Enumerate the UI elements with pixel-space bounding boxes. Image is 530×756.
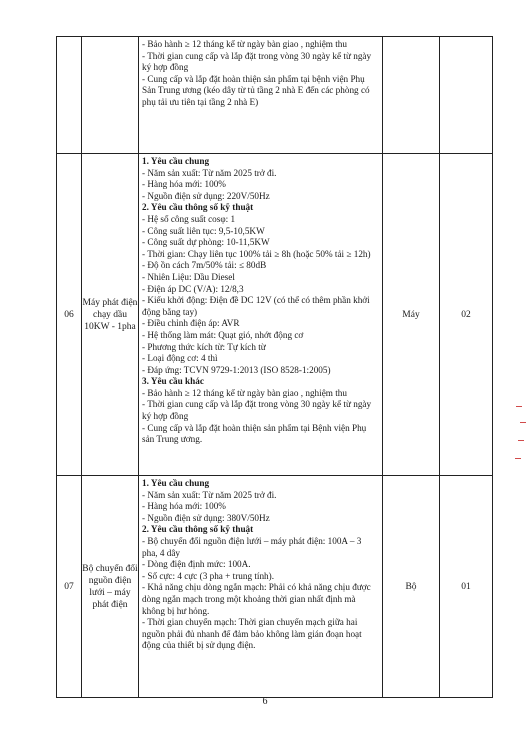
table-row — [57, 37, 493, 154]
requirement-line: - Năm sản xuất: Từ năm 2025 trở đi. — [142, 489, 277, 500]
item-requirements — [139, 154, 383, 476]
requirement-line: - Nguồn điện sử dụng: 380V/50Hz — [142, 512, 270, 523]
section-heading: 2. Yêu cầu thông số kỹ thuật — [142, 202, 254, 213]
requirement-line: - Khả năng chịu dòng ngắn mạch: Phải có khả năng chịu được dòng ngắn mạch trong một khoảng thời gian nhất định mà không bị hư hỏng. — [142, 582, 371, 616]
requirement-line: - Thời gian cung cấp và lắp đặt trong vòng 30 ngày kể từ ngày ký hợp đồng — [142, 399, 372, 422]
margin-marks — [512, 400, 530, 480]
requirement-line: - Nguồn điện sử dụng: 220V/50Hz — [142, 190, 270, 201]
unit: Máy — [383, 154, 440, 476]
section-heading: 2. Yêu cầu thông số kỹ thuật — [142, 524, 254, 535]
item-name: Bộ chuyển đổi nguồn điện lưới – máy phát điện — [82, 476, 139, 698]
item-requirements — [139, 476, 383, 698]
quantity: 01 — [440, 476, 493, 698]
requirement-line: - Cung cấp và lắp đặt hoàn thiện sản phẩm tại bệnh viện Phụ Sản Trung ương (kéo dây từ tủ tầng 2 nhà E đến các phòng có phụ tải ưu tiên tại tầng 2 nhà E) — [142, 73, 370, 107]
requirement-line: - Điều chỉnh điện áp: AVR — [142, 318, 240, 329]
requirement-line: - Cung cấp và lắp đặt hoàn thiện sản phẩm tại Bệnh viện Phụ sản Trung ương. — [142, 422, 367, 445]
requirement-line: - Hàng hóa mới: 100% — [142, 179, 226, 190]
requirement-line: - Hệ thống làm mát: Quạt gió, nhớt động cơ — [142, 329, 304, 340]
section-heading: 1. Yêu cầu chung — [142, 478, 210, 488]
requirement-line: - Công suất liên tục: 9,5-10,5KW — [142, 225, 265, 236]
requirement-line: - Bảo hành ≥ 12 tháng kể từ ngày bàn giao , nghiệm thu — [142, 387, 347, 398]
item-name — [82, 37, 139, 154]
requirement-line: - Năm sản xuất: Từ năm 2025 trở đi. — [142, 167, 277, 178]
row-number — [57, 37, 82, 154]
specification-rows — [57, 37, 493, 698]
requirement-line: - Hàng hóa mới: 100% — [142, 501, 226, 512]
row-number: 06 — [57, 154, 82, 476]
unit: Bộ — [383, 476, 440, 698]
requirement-line: - Thời gian: Chạy liên tục 100% tải ≥ 8h (hoặc 50% tải ≥ 12h) — [142, 248, 371, 259]
requirement-line: - Kiểu khởi động: Điện đề DC 12V (có thể có thêm phần khởi động bằng tay) — [142, 295, 370, 317]
requirement-line: - Độ ồn cách 7m/50% tải: ≤ 80dB — [142, 260, 267, 271]
item-name: Máy phát điện chạy dầu 10KW - 1pha — [82, 154, 139, 476]
requirement-line: - Số cực: 4 cực (3 pha + trung tính). — [142, 570, 274, 581]
table-row — [57, 476, 493, 698]
section-heading: 1. Yêu cầu chung — [142, 156, 210, 166]
requirement-line: - Đáp ứng: TCVN 9729-1:2013 (ISO 8528-1:2005) — [142, 364, 331, 375]
requirement-line: - Phương thức kích từ: Tự kích từ — [142, 341, 266, 352]
requirement-line: - Nhiên Liệu: Dầu Diesel — [142, 271, 235, 282]
section-heading: 3. Yêu cầu khác — [142, 376, 204, 387]
page-number: 6 — [262, 696, 268, 707]
requirement-line: - Thời gian cung cấp và lắp đặt trong vòng 30 ngày kể từ ngày ký hợp đồng — [142, 50, 372, 73]
unit — [383, 37, 440, 154]
quantity: 02 — [440, 154, 493, 476]
row-number: 07 — [57, 476, 82, 698]
requirement-line: - Điện áp DC (V/A): 12/8,3 — [142, 283, 244, 294]
quantity — [440, 37, 493, 154]
specification-table — [56, 36, 493, 698]
requirement-line: - Công suất dự phòng: 10-11,5KW — [142, 237, 270, 248]
item-requirements — [139, 37, 383, 154]
requirement-line: - Loại động cơ: 4 thì — [142, 353, 218, 364]
table-row — [57, 154, 493, 476]
requirement-line: - Hệ số công suất cosφ: 1 — [142, 213, 236, 224]
requirement-line: - Bảo hành ≥ 12 tháng kể từ ngày bàn giao , nghiệm thu — [142, 39, 347, 49]
requirement-line: - Dòng điện định mức: 100A. — [142, 559, 251, 570]
requirement-line: - Thời gian chuyển mạch: Thời gian chuyển mạch giữa hai nguồn phải đủ nhanh để đảm bảo không làm gián đoạn hoạt động của thiết bị sử dụng điện. — [142, 617, 362, 651]
requirement-line: - Bộ chuyển đổi nguồn điện lưới – máy phát điện: 100A – 3 pha, 4 dây — [142, 535, 362, 558]
